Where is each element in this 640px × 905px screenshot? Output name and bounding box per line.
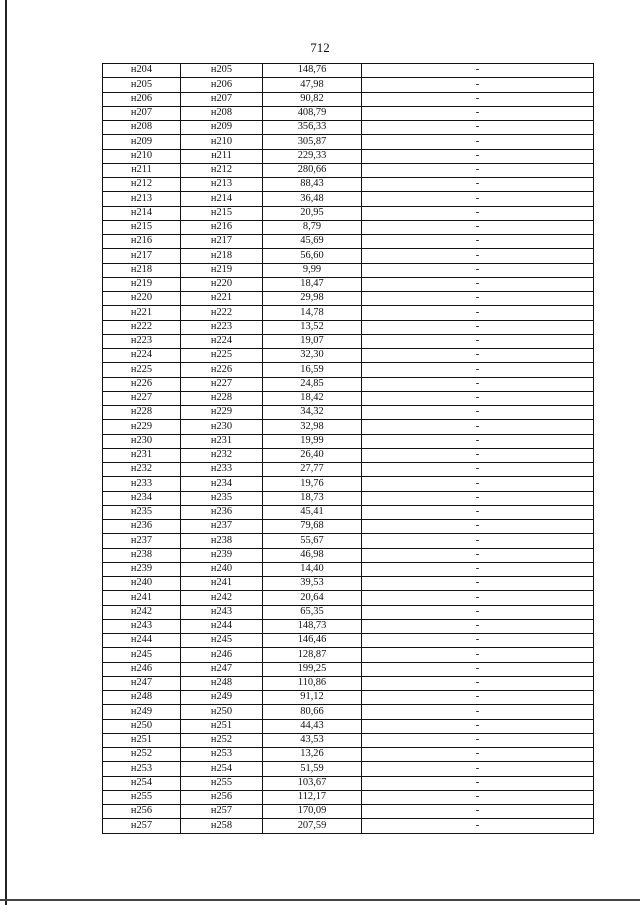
cell-note: - xyxy=(362,220,594,234)
cell-from-point: н231 xyxy=(103,448,181,462)
cell-distance: 56,60 xyxy=(263,249,362,263)
cell-from-point: н255 xyxy=(103,790,181,804)
cell-distance: 16,59 xyxy=(263,363,362,377)
cell-to-point: н233 xyxy=(181,463,263,477)
cell-from-point: н219 xyxy=(103,277,181,291)
cell-from-point: н222 xyxy=(103,320,181,334)
cell-note: - xyxy=(362,121,594,135)
table-row xyxy=(103,78,594,92)
cell-note: - xyxy=(362,676,594,690)
cell-to-point: н225 xyxy=(181,349,263,363)
cell-from-point: н238 xyxy=(103,548,181,562)
cell-note: - xyxy=(362,277,594,291)
cell-distance: 356,33 xyxy=(263,121,362,135)
cell-to-point: н214 xyxy=(181,192,263,206)
table-row xyxy=(103,192,594,206)
cell-note: - xyxy=(362,819,594,833)
cell-distance: 29,98 xyxy=(263,292,362,306)
cell-from-point: н206 xyxy=(103,92,181,106)
table-row xyxy=(103,363,594,377)
cell-from-point: н232 xyxy=(103,463,181,477)
cell-from-point: н245 xyxy=(103,648,181,662)
cell-from-point: н241 xyxy=(103,591,181,605)
cell-from-point: н248 xyxy=(103,691,181,705)
cell-distance: 18,47 xyxy=(263,277,362,291)
cell-distance: 19,07 xyxy=(263,334,362,348)
cell-note: - xyxy=(362,235,594,249)
cell-note: - xyxy=(362,406,594,420)
table-body xyxy=(103,64,594,834)
cell-distance: 9,99 xyxy=(263,263,362,277)
table-row xyxy=(103,762,594,776)
cell-distance: 47,98 xyxy=(263,78,362,92)
cell-to-point: н257 xyxy=(181,805,263,819)
cell-to-point: н223 xyxy=(181,320,263,334)
cell-from-point: н240 xyxy=(103,577,181,591)
table-row xyxy=(103,135,594,149)
cell-to-point: н209 xyxy=(181,121,263,135)
cell-to-point: н235 xyxy=(181,491,263,505)
cell-distance: 8,79 xyxy=(263,220,362,234)
cell-from-point: н244 xyxy=(103,634,181,648)
cell-from-point: н253 xyxy=(103,762,181,776)
table-row xyxy=(103,206,594,220)
cell-distance: 207,59 xyxy=(263,819,362,833)
cell-to-point: н251 xyxy=(181,719,263,733)
cell-to-point: н230 xyxy=(181,420,263,434)
cell-from-point: н227 xyxy=(103,391,181,405)
cell-distance: 79,68 xyxy=(263,520,362,534)
cell-from-point: н224 xyxy=(103,349,181,363)
table-row xyxy=(103,648,594,662)
table-row xyxy=(103,505,594,519)
cell-note: - xyxy=(362,92,594,106)
table-row xyxy=(103,391,594,405)
cell-note: - xyxy=(362,719,594,733)
cell-from-point: н218 xyxy=(103,263,181,277)
cell-distance: 19,99 xyxy=(263,434,362,448)
cell-from-point: н216 xyxy=(103,235,181,249)
cell-to-point: н255 xyxy=(181,776,263,790)
cell-distance: 20,64 xyxy=(263,591,362,605)
cell-distance: 88,43 xyxy=(263,178,362,192)
cell-from-point: н247 xyxy=(103,676,181,690)
cell-to-point: н240 xyxy=(181,562,263,576)
cell-distance: 13,52 xyxy=(263,320,362,334)
cell-to-point: н246 xyxy=(181,648,263,662)
table-row xyxy=(103,235,594,249)
cell-note: - xyxy=(362,292,594,306)
cell-to-point: н242 xyxy=(181,591,263,605)
table-row xyxy=(103,619,594,633)
cell-note: - xyxy=(362,135,594,149)
table-row xyxy=(103,790,594,804)
cell-to-point: н217 xyxy=(181,235,263,249)
cell-distance: 46,98 xyxy=(263,548,362,562)
table-row xyxy=(103,548,594,562)
table-row xyxy=(103,64,594,78)
cell-to-point: н253 xyxy=(181,748,263,762)
cell-from-point: н223 xyxy=(103,334,181,348)
cell-to-point: н226 xyxy=(181,363,263,377)
cell-to-point: н248 xyxy=(181,676,263,690)
cell-distance: 146,46 xyxy=(263,634,362,648)
cell-from-point: н205 xyxy=(103,78,181,92)
cell-from-point: н213 xyxy=(103,192,181,206)
cell-note: - xyxy=(362,448,594,462)
cell-to-point: н208 xyxy=(181,106,263,120)
cell-to-point: н210 xyxy=(181,135,263,149)
cell-to-point: н238 xyxy=(181,534,263,548)
cell-to-point: н212 xyxy=(181,163,263,177)
cell-from-point: н208 xyxy=(103,121,181,135)
cell-from-point: н233 xyxy=(103,477,181,491)
cell-to-point: н228 xyxy=(181,391,263,405)
cell-to-point: н250 xyxy=(181,705,263,719)
cell-note: - xyxy=(362,748,594,762)
cell-from-point: н235 xyxy=(103,505,181,519)
cell-note: - xyxy=(362,434,594,448)
cell-distance: 36,48 xyxy=(263,192,362,206)
cell-to-point: н216 xyxy=(181,220,263,234)
cell-from-point: н249 xyxy=(103,705,181,719)
cell-note: - xyxy=(362,577,594,591)
cell-note: - xyxy=(362,705,594,719)
table-row xyxy=(103,92,594,106)
cell-note: - xyxy=(362,206,594,220)
cell-note: - xyxy=(362,733,594,747)
table-row xyxy=(103,634,594,648)
cell-distance: 170,09 xyxy=(263,805,362,819)
cell-to-point: н236 xyxy=(181,505,263,519)
cell-distance: 34,32 xyxy=(263,406,362,420)
cell-note: - xyxy=(362,548,594,562)
table-row xyxy=(103,520,594,534)
cell-note: - xyxy=(362,691,594,705)
cell-to-point: н258 xyxy=(181,819,263,833)
cell-from-point: н243 xyxy=(103,619,181,633)
table-row xyxy=(103,491,594,505)
cell-from-point: н246 xyxy=(103,662,181,676)
table-row xyxy=(103,605,594,619)
cell-from-point: н225 xyxy=(103,363,181,377)
cell-distance: 51,59 xyxy=(263,762,362,776)
table-row xyxy=(103,277,594,291)
cell-from-point: н242 xyxy=(103,605,181,619)
cell-distance: 280,66 xyxy=(263,163,362,177)
cell-note: - xyxy=(362,178,594,192)
cell-to-point: н237 xyxy=(181,520,263,534)
cell-distance: 18,73 xyxy=(263,491,362,505)
cell-distance: 20,95 xyxy=(263,206,362,220)
cell-distance: 32,98 xyxy=(263,420,362,434)
cell-to-point: н252 xyxy=(181,733,263,747)
cell-note: - xyxy=(362,64,594,78)
cell-from-point: н237 xyxy=(103,534,181,548)
cell-note: - xyxy=(362,648,594,662)
cell-from-point: н217 xyxy=(103,249,181,263)
cell-note: - xyxy=(362,391,594,405)
cell-to-point: н231 xyxy=(181,434,263,448)
table-row xyxy=(103,263,594,277)
table-row xyxy=(103,121,594,135)
cell-to-point: н254 xyxy=(181,762,263,776)
table-row xyxy=(103,676,594,690)
cell-to-point: н213 xyxy=(181,178,263,192)
cell-to-point: н207 xyxy=(181,92,263,106)
cell-to-point: н243 xyxy=(181,605,263,619)
cell-from-point: н207 xyxy=(103,106,181,120)
table-row xyxy=(103,463,594,477)
cell-note: - xyxy=(362,106,594,120)
cell-to-point: н245 xyxy=(181,634,263,648)
scan-left-edge xyxy=(5,0,7,905)
cell-distance: 32,30 xyxy=(263,349,362,363)
cell-from-point: н252 xyxy=(103,748,181,762)
table-row xyxy=(103,662,594,676)
cell-to-point: н232 xyxy=(181,448,263,462)
table-row xyxy=(103,292,594,306)
cell-from-point: н209 xyxy=(103,135,181,149)
table-row xyxy=(103,320,594,334)
cell-distance: 19,76 xyxy=(263,477,362,491)
cell-from-point: н229 xyxy=(103,420,181,434)
cell-note: - xyxy=(362,776,594,790)
cell-distance: 26,40 xyxy=(263,448,362,462)
cell-distance: 199,25 xyxy=(263,662,362,676)
cell-distance: 90,82 xyxy=(263,92,362,106)
cell-distance: 14,78 xyxy=(263,306,362,320)
cell-note: - xyxy=(362,562,594,576)
cell-to-point: н224 xyxy=(181,334,263,348)
table-row xyxy=(103,149,594,163)
cell-note: - xyxy=(362,320,594,334)
cell-to-point: н220 xyxy=(181,277,263,291)
cell-distance: 45,69 xyxy=(263,235,362,249)
cell-from-point: н239 xyxy=(103,562,181,576)
cell-to-point: н218 xyxy=(181,249,263,263)
cell-from-point: н256 xyxy=(103,805,181,819)
cell-distance: 45,41 xyxy=(263,505,362,519)
cell-distance: 18,42 xyxy=(263,391,362,405)
table-row xyxy=(103,719,594,733)
table-row xyxy=(103,534,594,548)
cell-from-point: н211 xyxy=(103,163,181,177)
table-row xyxy=(103,406,594,420)
cell-from-point: н230 xyxy=(103,434,181,448)
cell-from-point: н214 xyxy=(103,206,181,220)
cell-note: - xyxy=(362,149,594,163)
cell-note: - xyxy=(362,762,594,776)
cell-note: - xyxy=(362,192,594,206)
cell-to-point: н227 xyxy=(181,377,263,391)
cell-from-point: н220 xyxy=(103,292,181,306)
table-row xyxy=(103,748,594,762)
cell-distance: 39,53 xyxy=(263,577,362,591)
cell-distance: 24,85 xyxy=(263,377,362,391)
cell-note: - xyxy=(362,634,594,648)
cell-note: - xyxy=(362,263,594,277)
cell-distance: 80,66 xyxy=(263,705,362,719)
cell-from-point: н251 xyxy=(103,733,181,747)
boundary-segments-table xyxy=(102,63,594,834)
page-number: 712 xyxy=(310,40,330,55)
table-row xyxy=(103,220,594,234)
table-row xyxy=(103,448,594,462)
cell-note: - xyxy=(362,491,594,505)
cell-distance: 128,87 xyxy=(263,648,362,662)
cell-to-point: н234 xyxy=(181,477,263,491)
cell-distance: 13,26 xyxy=(263,748,362,762)
cell-note: - xyxy=(362,306,594,320)
table-row xyxy=(103,805,594,819)
cell-distance: 408,79 xyxy=(263,106,362,120)
cell-distance: 148,76 xyxy=(263,64,362,78)
cell-note: - xyxy=(362,463,594,477)
cell-note: - xyxy=(362,477,594,491)
table-row xyxy=(103,178,594,192)
cell-note: - xyxy=(362,662,594,676)
cell-from-point: н234 xyxy=(103,491,181,505)
cell-distance: 103,67 xyxy=(263,776,362,790)
table-row xyxy=(103,691,594,705)
cell-note: - xyxy=(362,591,594,605)
table-row xyxy=(103,577,594,591)
table-row xyxy=(103,819,594,833)
table-row xyxy=(103,306,594,320)
cell-note: - xyxy=(362,349,594,363)
cell-to-point: н241 xyxy=(181,577,263,591)
cell-to-point: н221 xyxy=(181,292,263,306)
table-row xyxy=(103,776,594,790)
table-row xyxy=(103,705,594,719)
cell-from-point: н228 xyxy=(103,406,181,420)
table-row xyxy=(103,733,594,747)
cell-to-point: н247 xyxy=(181,662,263,676)
cell-to-point: н249 xyxy=(181,691,263,705)
cell-note: - xyxy=(362,363,594,377)
table-row xyxy=(103,420,594,434)
cell-note: - xyxy=(362,334,594,348)
cell-distance: 14,40 xyxy=(263,562,362,576)
cell-distance: 305,87 xyxy=(263,135,362,149)
cell-distance: 112,17 xyxy=(263,790,362,804)
cell-distance: 110,86 xyxy=(263,676,362,690)
cell-distance: 91,12 xyxy=(263,691,362,705)
cell-to-point: н219 xyxy=(181,263,263,277)
cell-to-point: н244 xyxy=(181,619,263,633)
cell-note: - xyxy=(362,78,594,92)
cell-to-point: н215 xyxy=(181,206,263,220)
cell-to-point: н256 xyxy=(181,790,263,804)
scan-bottom-edge xyxy=(0,899,640,901)
cell-note: - xyxy=(362,534,594,548)
cell-distance: 148,73 xyxy=(263,619,362,633)
cell-from-point: н210 xyxy=(103,149,181,163)
cell-from-point: н226 xyxy=(103,377,181,391)
table-row xyxy=(103,562,594,576)
cell-from-point: н257 xyxy=(103,819,181,833)
cell-from-point: н236 xyxy=(103,520,181,534)
cell-from-point: н254 xyxy=(103,776,181,790)
table-row xyxy=(103,163,594,177)
table-row xyxy=(103,334,594,348)
cell-note: - xyxy=(362,377,594,391)
cell-distance: 43,53 xyxy=(263,733,362,747)
cell-to-point: н205 xyxy=(181,64,263,78)
cell-note: - xyxy=(362,505,594,519)
cell-to-point: н239 xyxy=(181,548,263,562)
cell-to-point: н229 xyxy=(181,406,263,420)
cell-distance: 55,67 xyxy=(263,534,362,548)
cell-from-point: н250 xyxy=(103,719,181,733)
cell-to-point: н222 xyxy=(181,306,263,320)
cell-distance: 229,33 xyxy=(263,149,362,163)
cell-note: - xyxy=(362,790,594,804)
table-row xyxy=(103,434,594,448)
cell-to-point: н206 xyxy=(181,78,263,92)
table-row xyxy=(103,591,594,605)
cell-distance: 27,77 xyxy=(263,463,362,477)
cell-note: - xyxy=(362,163,594,177)
cell-from-point: н215 xyxy=(103,220,181,234)
cell-note: - xyxy=(362,805,594,819)
cell-note: - xyxy=(362,619,594,633)
table-row xyxy=(103,106,594,120)
cell-distance: 44,43 xyxy=(263,719,362,733)
cell-from-point: н212 xyxy=(103,178,181,192)
cell-note: - xyxy=(362,420,594,434)
table-row xyxy=(103,349,594,363)
cell-note: - xyxy=(362,249,594,263)
cell-from-point: н221 xyxy=(103,306,181,320)
cell-note: - xyxy=(362,605,594,619)
table-row xyxy=(103,249,594,263)
cell-distance: 65,35 xyxy=(263,605,362,619)
cell-note: - xyxy=(362,520,594,534)
table-row xyxy=(103,377,594,391)
table-row xyxy=(103,477,594,491)
cell-from-point: н204 xyxy=(103,64,181,78)
cell-to-point: н211 xyxy=(181,149,263,163)
